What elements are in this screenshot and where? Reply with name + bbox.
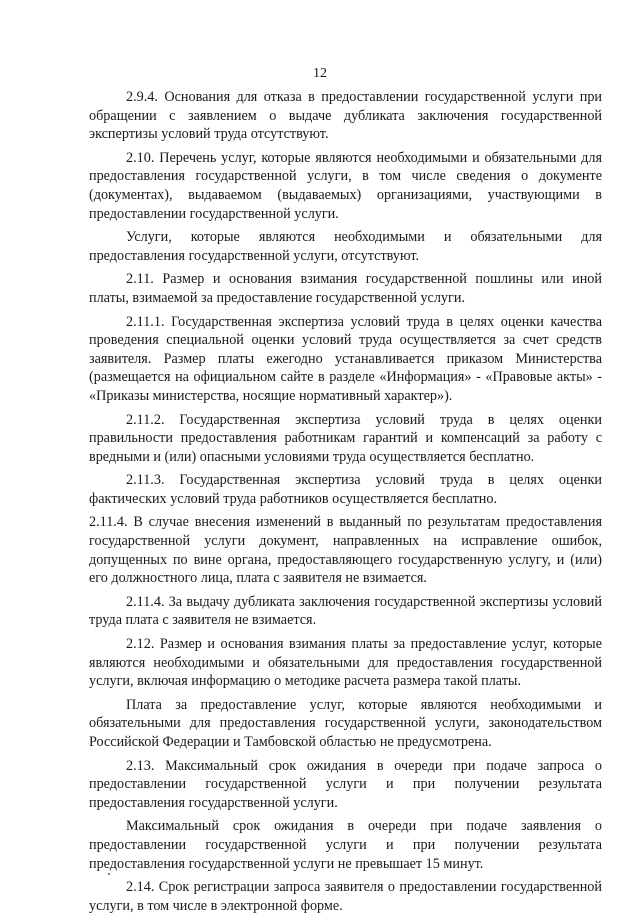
paragraph-2-11-4-corrections: 2.11.4. В случае внесения изменений в выданный по результатам предоставления государственной услуги документ, направленных на исправление ошибок, допущенных по вине органа, предоставляющего государственную услугу, и (или) его должностного лица, плата с заявителя не взимается. bbox=[89, 514, 602, 587]
paragraph-2-14: 2.14. Срок регистрации запроса заявителя о предоставлении государственной услуги, в том числе в электронной форме. bbox=[89, 879, 602, 914]
paragraph-max-wait: Максимальный срок ожидания в очереди при подаче заявления о предоставлении государственной услуги и при получении результата предоставления государственной услуги не превышает 15 минут. bbox=[89, 818, 602, 872]
paragraph-2-9-4: 2.9.4. Основания для отказа в предоставлении государственной услуги при обращении с заявлением о выдаче дубликата заключения государственной экспертизы условий труда отсутствуют. bbox=[89, 89, 602, 143]
scan-speck bbox=[108, 873, 110, 875]
paragraph-2-11: 2.11. Размер и основания взимания государственной пошлины или иной платы, взимаемой за предоставление государственной услуги. bbox=[89, 271, 602, 306]
paragraph-2-11-2: 2.11.2. Государственная экспертиза условий труда в целях оценки правильности предоставления работникам гарантий и компенсаций за работу с вредными и (или) опасными условиями труда осуществляется бесплатно. bbox=[89, 411, 602, 465]
document-body bbox=[89, 88, 602, 920]
paragraph-2-11-4-duplicate: 2.11.4. За выдачу дубликата заключения государственной экспертизы условий труда плата с заявителя не взимается. bbox=[89, 593, 602, 629]
paragraph-2-12: 2.12. Размер и основания взимания платы за предоставление услуг, которые являются необходимыми и обязательными для предоставления государственной услуги, включая информацию о методике расчета размера такой платы. bbox=[89, 636, 602, 690]
paragraph-2-13: 2.13. Максимальный срок ожидания в очереди при подаче запроса о предоставлении государственной услуги и при получении результата предоставления государственной услуги. bbox=[89, 757, 602, 811]
paragraph-2-11-1: 2.11.1. Государственная экспертиза условий труда в целях оценки качества проведения специальной оценки условий труда осуществляется за счет средств заявителя. Размер платы ежегодно устанавливается приказом Министерства (размещается на официальном сайте в разделе «Информация» - «Правовые акты» - «Приказы министерства, носящие нормативный характер»). bbox=[89, 313, 602, 404]
paragraph-fee-not-provided: Плата за предоставление услуг, которые являются необходимыми и обязательными для предоставления государственной услуги, законодательством Российской Федерации и Тамбовской областью не предусмотрена. bbox=[89, 696, 602, 750]
page-number: 12 bbox=[313, 66, 327, 81]
paragraph-services-absent: Услуги, которые являются необходимыми и обязательными для предоставления государственной услуги, отсутствуют. bbox=[89, 229, 602, 264]
paragraph-2-11-3: 2.11.3. Государственная экспертиза условий труда в целях оценки фактических условий труда работников осуществляется бесплатно. bbox=[89, 472, 602, 507]
paragraph-2-10: 2.10. Перечень услуг, которые являются необходимыми и обязательными для предоставления государственной услуги, в том числе сведения о документе (документах), выдаваемом (выдаваемых) организациями, участвующими в предоставлении государственной услуги. bbox=[89, 149, 602, 222]
